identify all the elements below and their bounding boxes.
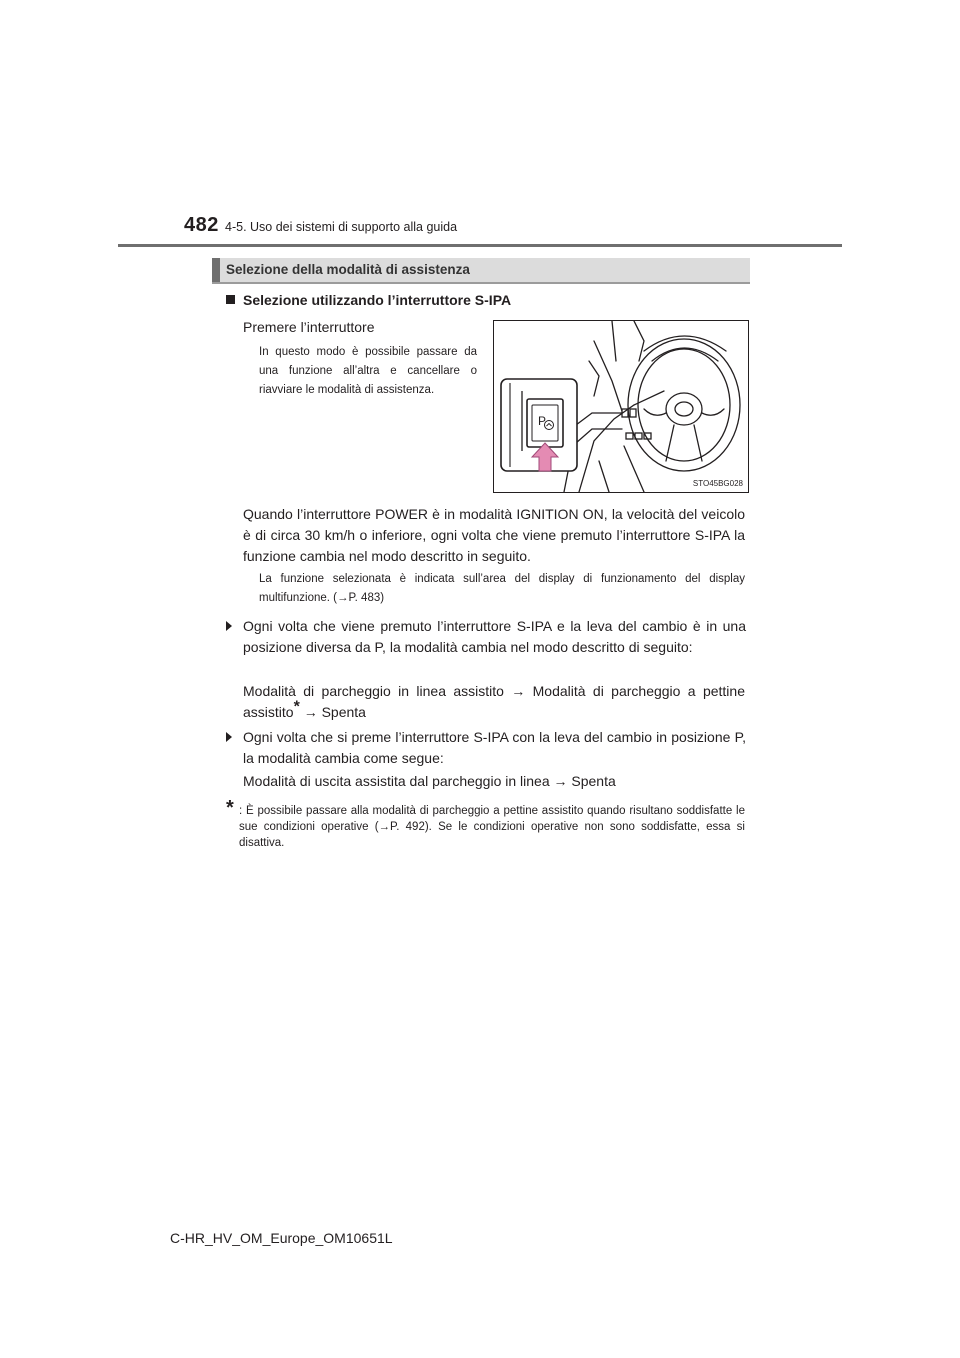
square-bullet-icon bbox=[226, 295, 235, 304]
mode-sequence-1 bbox=[243, 681, 745, 723]
section-title: Selezione della modalità di assistenza bbox=[226, 262, 470, 277]
sequence-1-text: Modalità di parcheggio in linea assistito → Modalità di parcheggio a pettine assistito bbox=[243, 683, 745, 720]
triangle-bullet-icon bbox=[226, 732, 232, 742]
sub-heading bbox=[226, 292, 511, 308]
bullet-text-1: Ogni volta che viene premuto l’interruttore S-IPA e la leva del cambio è in una posizione diversa da P, la modalità cambia nel modo descritto di seguito: bbox=[243, 618, 746, 655]
footnote-asterisk: * bbox=[226, 797, 234, 819]
running-header: 4-5. Uso dei sistemi di supporto alla guida bbox=[225, 220, 458, 234]
mode-sequence-2: Modalità di uscita assistita dal parcheggio in linea → Spenta bbox=[243, 773, 616, 789]
paragraph-note: La funzione selezionata è indicata sull’area del display di funzionamento del display multifunzione. (→P. 483) bbox=[259, 573, 745, 604]
section-accent bbox=[212, 258, 220, 282]
asterisk-mark: * bbox=[293, 698, 300, 716]
bullet-item-2 bbox=[226, 727, 746, 769]
document-id: C-HR_HV_OM_Europe_OM10651L bbox=[170, 1230, 393, 1246]
triangle-bullet-icon bbox=[226, 621, 232, 631]
dashboard-drawing bbox=[494, 321, 748, 492]
footnote bbox=[226, 797, 745, 851]
footnote-text: : È possibile passare alla modalità di parcheggio a pettine assistito quando risultano soddisfatte le sue condizioni operative (→P. 492). Se le condizioni operative non sono soddisfatte, essa si disattiva. bbox=[239, 805, 745, 849]
intro-text: Premere l’interruttore bbox=[243, 319, 375, 335]
intro-note: In questo modo è possibile passare da una funzione all’altra e cancellare o riavviare le modalità di assistenza. bbox=[259, 346, 477, 396]
sequence-1-end: → Spenta bbox=[299, 704, 366, 720]
switch-label: P bbox=[538, 414, 547, 428]
sub-heading-text: Selezione utilizzando l’interruttore S-IPA bbox=[243, 292, 512, 308]
bullet-item-1 bbox=[226, 616, 746, 658]
main-paragraph: Quando l’interruttore POWER è in modalità IGNITION ON, la velocità del veicolo è di circa 30 km/h o inferiore, ogni volta che viene premuto l’interruttore S-IPA la funzione cambia nel modo descritto in seguito. bbox=[243, 506, 745, 564]
figure-code: STO45BG028 bbox=[692, 479, 743, 488]
dashboard-illustration bbox=[493, 320, 749, 493]
page-number: 482 bbox=[184, 214, 219, 236]
header-rule bbox=[118, 244, 842, 247]
section-title-bar bbox=[212, 258, 750, 284]
bullet-text-2: Ogni volta che si preme l’interruttore S-IPA con la leva del cambio in posizione P, la modalità cambia come segue: bbox=[243, 729, 746, 766]
